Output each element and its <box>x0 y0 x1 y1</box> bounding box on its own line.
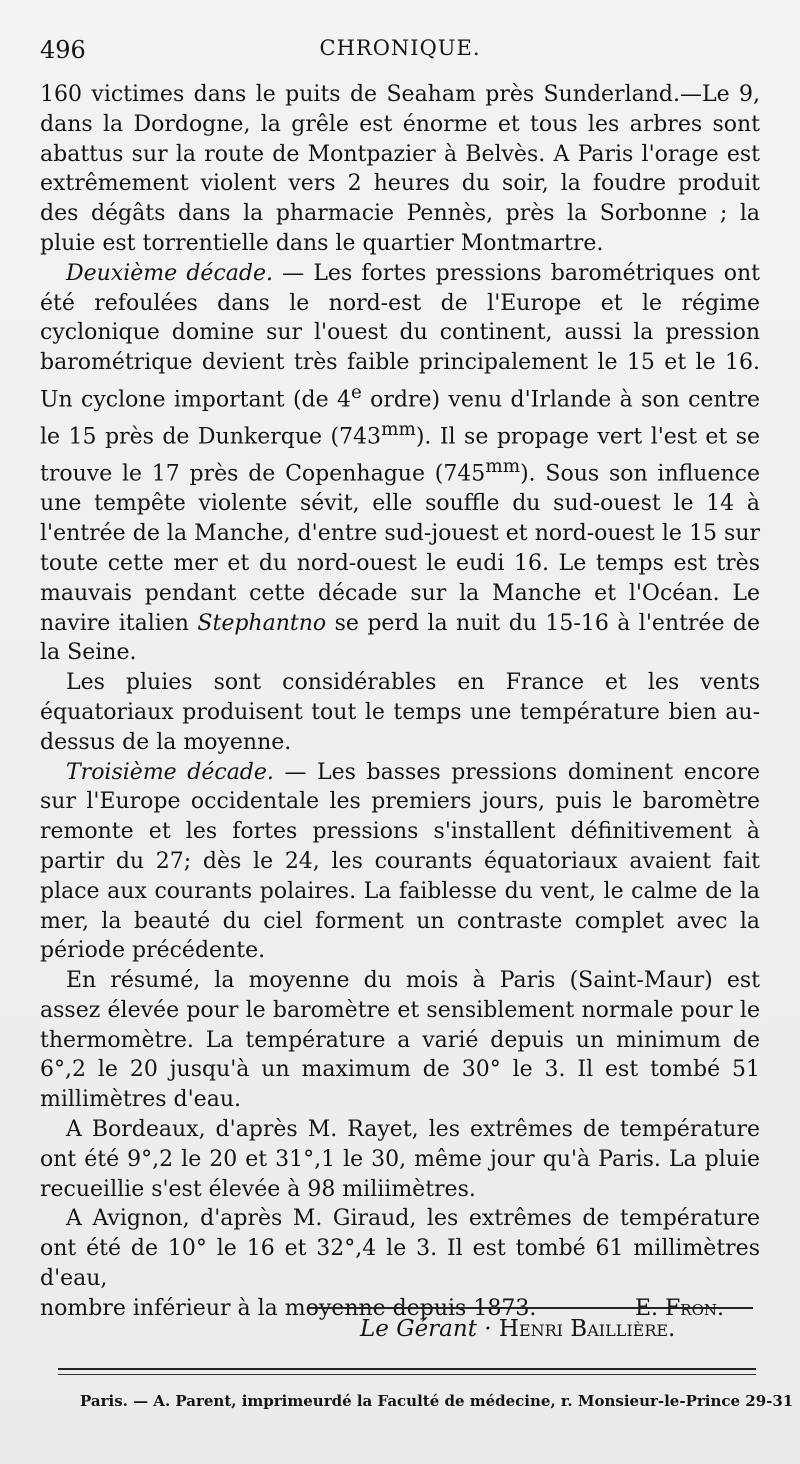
divider-bottom-thin <box>58 1374 756 1375</box>
paragraph-pluies: Les pluies sont considérables en France et les vents équatoriaux produisent tout le temps une température bien au-dessus de la moyenne. <box>40 670 760 755</box>
paragraph-text: ). Il se propage vert l'est et se trouve le 17 près de Copenhague (745 <box>40 424 761 487</box>
paragraph-text: — Les fortes pressions barométriques ont été refoulées dans le nord-est de l'Europe et le régime cyclonique domine sur l'ouest du continent, aussi la pression barométrique devient très faible principalement le 15 et le 16. Un cyclone important (de 4 <box>40 260 760 413</box>
running-head: CHRONIQUE. <box>319 36 481 60</box>
gerant-name: Henri Baillière. <box>498 1316 676 1342</box>
superscript: mm <box>381 419 416 441</box>
gerant-line <box>360 1316 675 1342</box>
superscript: mm <box>485 456 521 478</box>
article-body <box>40 80 760 1324</box>
paragraph-text: se perd la nuit du 15-16 à l'entrée de la Seine. <box>40 610 760 666</box>
printer-imprint: Paris. — A. Parent, imprimeurdé la Faculté de médecine, r. Monsieur-le-Prince 29-31 <box>80 1392 794 1410</box>
paragraph-bordeaux: A Bordeaux, d'après M. Rayet, les extrêmes de température ont été 9°,2 le 20 et 31°,1 le 30, même jour qu'à Paris. La pluie recueillie s'est élevée à 98 miliimètres. <box>40 1117 760 1202</box>
section-label-troisieme-decade: Troisième décade. <box>66 759 274 785</box>
paragraph-resume-paris: En résumé, la moyenne du mois à Paris (Saint-Maur) est assez élevée pour le baromètre et sensiblement normale pour le thermomètre. La température a varié depuis un minimum de 6°,2 le 20 jusqu'à un maximum de 30° le 3. Il est tombé 51 millimètres d'eau. <box>40 968 760 1113</box>
gerant-label: Le Gérant · <box>360 1316 492 1342</box>
divider-bottom <box>58 1368 756 1370</box>
paragraph-troisieme-decade <box>40 758 760 967</box>
paragraph-text: ). Sous son influence une tempête violente sévit, elle souffle du sud-ouest le 14 à l'entrée de la Manche, d'entre sud-jouest et nord-ouest le 15 sur toute cette mer et du nord-ouest le eudi 16. Le temps est très mauvais pendant cette décade sur la Manche et l'Océan. Le navire italien <box>40 461 760 636</box>
divider-top <box>308 1307 753 1309</box>
page-header <box>40 36 760 76</box>
ship-name: Stephantno <box>197 610 327 636</box>
paragraph-text: ordre) venu d'Irlande à son centre le 15 près de Dunkerque (743 <box>40 387 760 450</box>
paragraph-avignon: A Avignon, d'après M. Giraud, les extrêmes de température ont été de 10° le 16 et 32°,4 le 3. Il est tombé 61 millimètres d'eau, <box>40 1206 760 1292</box>
page-number: 496 <box>40 36 86 64</box>
paragraph-deuxieme-decade <box>40 259 760 668</box>
closing-text: nombre inférieur à la moyenne depuis 1873. <box>40 1295 537 1321</box>
superscript: e <box>350 381 362 403</box>
section-label-deuxieme-decade: Deuxième décade. <box>66 260 273 286</box>
author-signature: E. Fron. <box>634 1295 724 1321</box>
paragraph-text: — Les basses pressions dominent encore sur l'Europe occidentale les premiers jours, puis le baromètre remonte et les fortes pressions s'installent définitivement à partir du 27; dès le 24, les courants équatoriaux avaient fait place aux courants polaires. La faiblesse du vent, le calme de la mer, la beauté du ciel forment un contraste complet avec la période précédente. <box>40 759 760 964</box>
paragraph-orage: 160 victimes dans le puits de Seaham près Sunderland.—Le 9, dans la Dordogne, la grêle est énorme et tous les arbres sont abattus sur la route de Montpazier à Belvès. A Paris l'orage est extrêmement violent vers 2 heures du soir, la foudre produit des dégâts dans la pharmacie Pennès, près la Sorbonne ; la pluie est torrentielle dans le quartier Montmartre. <box>40 82 760 256</box>
